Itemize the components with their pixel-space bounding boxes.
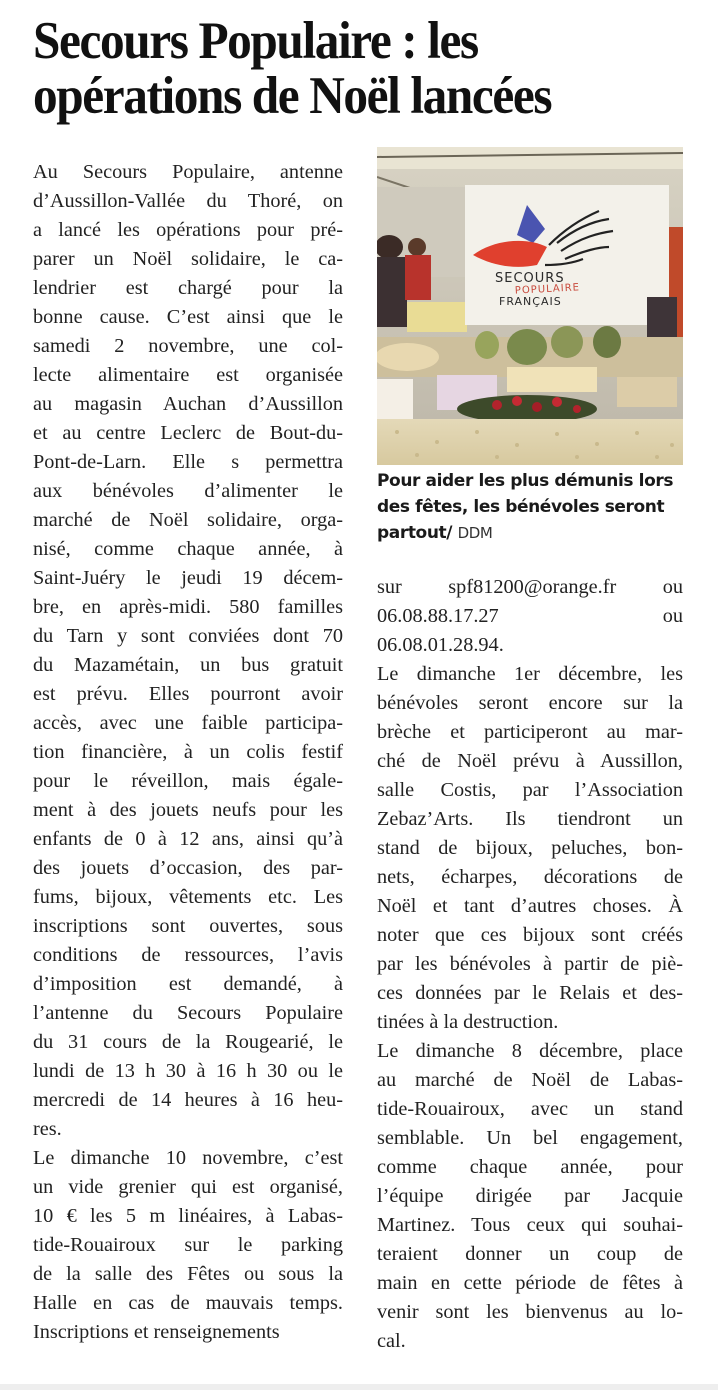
body-text-line: semblable. Un bel engagement, — [377, 1127, 683, 1149]
body-text-line: 06.08.01.28.94. — [377, 634, 504, 656]
body-text-line: res. — [33, 1118, 62, 1140]
body-text-line: Halle en cas de mauvais temps. — [33, 1292, 343, 1314]
body-text-line: a lancé les opérations pour pré- — [33, 219, 343, 241]
caption-text: Pour aider les plus démunis lors des fêtes, les bénévoles seront partout/ — [377, 471, 674, 543]
body-text-line: brèche et participeront au mar- — [377, 721, 683, 743]
body-text-line: ché de Noël prévu à Aussillon, — [377, 750, 683, 772]
body-text-line: et au centre Leclerc de Bout-du- — [33, 422, 343, 444]
body-text-line: samedi 2 novembre, une col- — [33, 335, 343, 357]
body-text-line: est prévu. Elles pourront avoir — [33, 683, 343, 705]
body-text-line: fums, bijoux, vêtements etc. Les — [33, 886, 343, 908]
body-text-line: ces données par le Relais et des- — [377, 982, 683, 1004]
body-text-line: au magasin Auchan d’Aussillon — [33, 393, 343, 415]
body-text-line: Le dimanche 1er décembre, les — [377, 663, 683, 685]
body-text-line: du Mazamétain, un bus gratuit — [33, 654, 343, 676]
body-text-line: lundi de 13 h 30 à 16 h 30 ou le — [33, 1060, 343, 1082]
body-text-line: du Tarn y sont conviées dont 70 — [33, 625, 343, 647]
body-text-line: l’antenne du Secours Populaire — [33, 1002, 343, 1024]
body-text-line: Saint-Juéry le jeudi 19 décem- — [33, 567, 343, 589]
body-text-line: tide-Rouairoux, avec un stand — [377, 1098, 683, 1120]
banner-text-francais: FRANÇAIS — [499, 295, 562, 308]
body-text-line: de la salle des Fêtes ou sous la — [33, 1263, 343, 1285]
body-text-line: Pont-de-Larn. Elle s permettra — [33, 451, 343, 473]
body-text-line: Martinez. Tous ceux qui souhai- — [377, 1214, 683, 1236]
headline-line-1: Secours Populaire : les — [33, 12, 478, 70]
body-text-line: main en cette période de fêtes à — [377, 1272, 683, 1294]
body-text-line: bénévoles seront encore sur la — [377, 692, 683, 714]
body-text-line: Noël et tant d’autres choses. À — [377, 895, 683, 917]
photo-caption — [377, 468, 683, 546]
body-text-line: inscriptions sont ouvertes, sous — [33, 915, 343, 937]
market-stand-photo — [377, 147, 683, 465]
body-text-line: lendrier est chargé pour la — [33, 277, 343, 299]
body-text-line: teraient donner un coup de — [377, 1243, 683, 1265]
article-photo — [377, 147, 683, 465]
body-text-line: d’imposition est demandé, à — [33, 973, 343, 995]
body-text-line: accès, avec une faible participa- — [33, 712, 343, 734]
body-text-line: Au Secours Populaire, antenne — [33, 161, 343, 183]
body-text-line: 06.08.88.17.27 ou — [377, 605, 683, 627]
body-text-line: comme chaque année, pour — [377, 1156, 683, 1178]
headline — [33, 14, 665, 124]
article-body-left-column — [33, 158, 343, 1347]
body-text-line: enfants de 0 à 12 ans, ainsi qu’à — [33, 828, 343, 850]
body-text-line: tinées à la destruction. — [377, 1011, 559, 1033]
body-text-line: bre, en après-midi. 580 familles — [33, 596, 343, 618]
body-text-line: nisé, comme chaque année, à — [33, 538, 343, 560]
body-text-line: bonne cause. C’est ainsi que le — [33, 306, 343, 328]
body-text-line: Inscriptions et renseignements — [33, 1321, 280, 1343]
body-text-line: stand de bijoux, peluches, bon- — [377, 837, 683, 859]
body-text-line: 10 € les 5 m linéaires, à Labas- — [33, 1205, 343, 1227]
body-text-line: l’équipe dirigée par Jacquie — [377, 1185, 683, 1207]
body-text-line: marché de Noël solidaire, orga- — [33, 509, 343, 531]
body-text-line: parer un Noël solidaire, le ca- — [33, 248, 343, 270]
body-text-line: des jouets d’occasion, des par- — [33, 857, 343, 879]
body-text-line: Le dimanche 8 décembre, place — [377, 1040, 683, 1062]
body-text-line: mercredi de 14 heures à 16 heu- — [33, 1089, 343, 1111]
body-text-line: sur spf81200@orange.fr ou — [377, 576, 683, 598]
article-body-right-column — [377, 573, 683, 1356]
body-text-line: lecte alimentaire est organisée — [33, 364, 343, 386]
body-text-line: du 31 cours de la Rougearié, le — [33, 1031, 343, 1053]
body-text-line: Zebaz’Arts. Ils tiendront un — [377, 808, 683, 830]
page-bottom-edge — [0, 1384, 718, 1390]
body-text-line: aux bénévoles d’alimenter le — [33, 480, 343, 502]
body-text-line: venir sont les bienvenus au lo- — [377, 1301, 683, 1323]
body-text-line: ment à des jouets neufs pour les — [33, 799, 343, 821]
body-text-line: au marché de Noël de Labas- — [377, 1069, 683, 1091]
body-text-line: par les bénévoles à partir de piè- — [377, 953, 683, 975]
headline-line-2: opérations de Noël lancées — [33, 67, 552, 125]
banner-text-populaire: POPULAIRE — [514, 282, 581, 297]
body-text-line: salle Costis, par l’Association — [377, 779, 683, 801]
body-text-line: noter que ces bijoux sont créés — [377, 924, 683, 946]
photo-credit: DDM — [457, 524, 493, 542]
body-text-line: un vide grenier qui est organisé, — [33, 1176, 343, 1198]
body-text-line: conditions de ressources, l’avis — [33, 944, 343, 966]
body-text-line: Le dimanche 10 novembre, c’est — [33, 1147, 343, 1169]
body-text-line: d’Aussillon-Vallée du Thoré, on — [33, 190, 343, 212]
banner-text-secours: SECOURS — [495, 271, 565, 286]
body-text-line: pour le réveillon, mais égale- — [33, 770, 343, 792]
body-text-line: tide-Rouairoux sur le parking — [33, 1234, 343, 1256]
body-text-line: tion financière, à un colis festif — [33, 741, 343, 763]
body-text-line: cal. — [377, 1330, 406, 1352]
body-text-line: nets, écharpes, décorations de — [377, 866, 683, 888]
